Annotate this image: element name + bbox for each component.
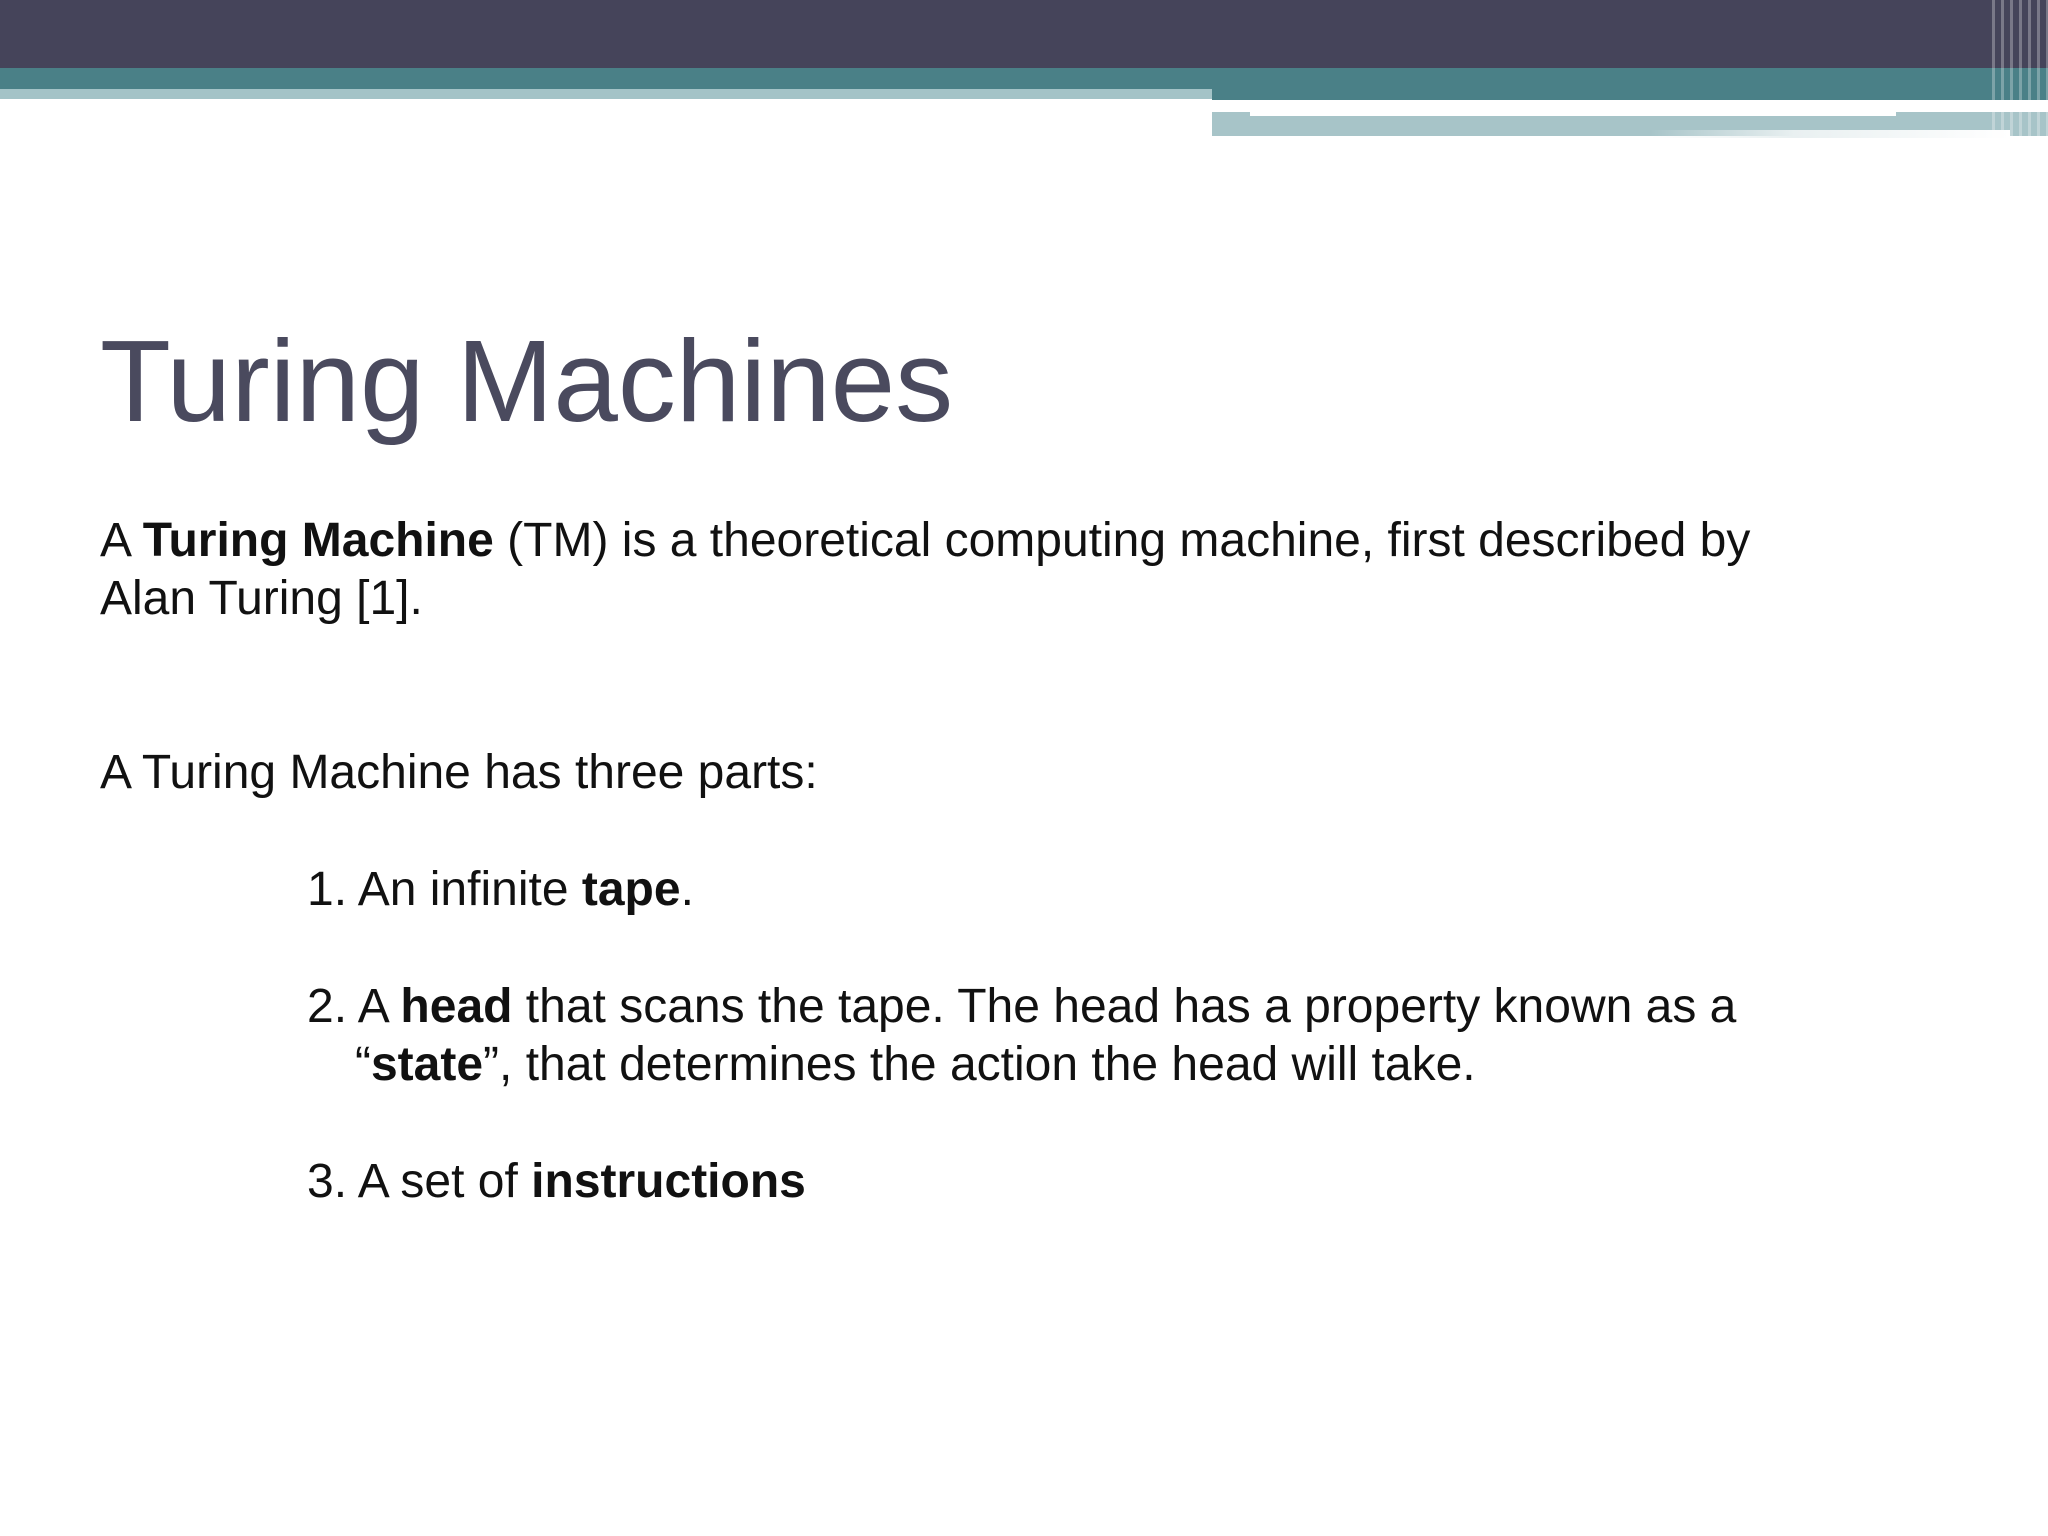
header-light-band-left <box>0 89 1212 99</box>
parts-list <box>100 861 1960 1211</box>
continuation-text: ”, that determines the action the head will take. <box>483 1038 1476 1091</box>
header-white-line <box>1250 111 1896 116</box>
list-item <box>307 1153 1960 1211</box>
header-teal-band-left <box>0 68 1212 89</box>
slide-body <box>100 512 1960 1211</box>
list-item-bold: head <box>400 980 513 1033</box>
list-item-text: A <box>357 980 401 1033</box>
header-dark-band <box>0 0 2048 68</box>
list-item-bold: tape <box>581 863 681 916</box>
header-edge-stripes <box>1986 0 2048 140</box>
list-item-text-after: that scans the tape. The head has a property known as a <box>512 980 1737 1033</box>
list-item-number: 2. <box>307 980 358 1033</box>
parts-heading: A Turing Machine has three parts: <box>100 746 818 799</box>
intro-rest-line1: (TM) is a theoretical computing machine, first described by <box>493 514 1751 567</box>
list-item-number: 1. <box>307 863 358 916</box>
intro-paragraph <box>100 512 1960 628</box>
list-item <box>307 861 1960 919</box>
list-item-text: An infinite <box>357 863 582 916</box>
header-teal-band-right <box>1212 68 2048 100</box>
list-item-text-after: . <box>680 863 694 916</box>
state-term: state <box>370 1038 484 1091</box>
intro-rest-line2: Alan Turing [1]. <box>100 572 423 625</box>
list-item-text: A set of <box>357 1155 532 1208</box>
list-item-number: 3. <box>307 1155 358 1208</box>
intro-term: Turing Machine <box>142 514 494 567</box>
slide-title: Turing Machines <box>100 316 954 446</box>
list-item-bold: instructions <box>531 1155 806 1208</box>
open-quote: “ <box>355 1038 371 1091</box>
intro-prefix: A <box>100 514 143 567</box>
header-fade <box>1650 130 2010 138</box>
list-item <box>307 978 1960 1094</box>
list-item-continuation <box>307 1036 1476 1094</box>
